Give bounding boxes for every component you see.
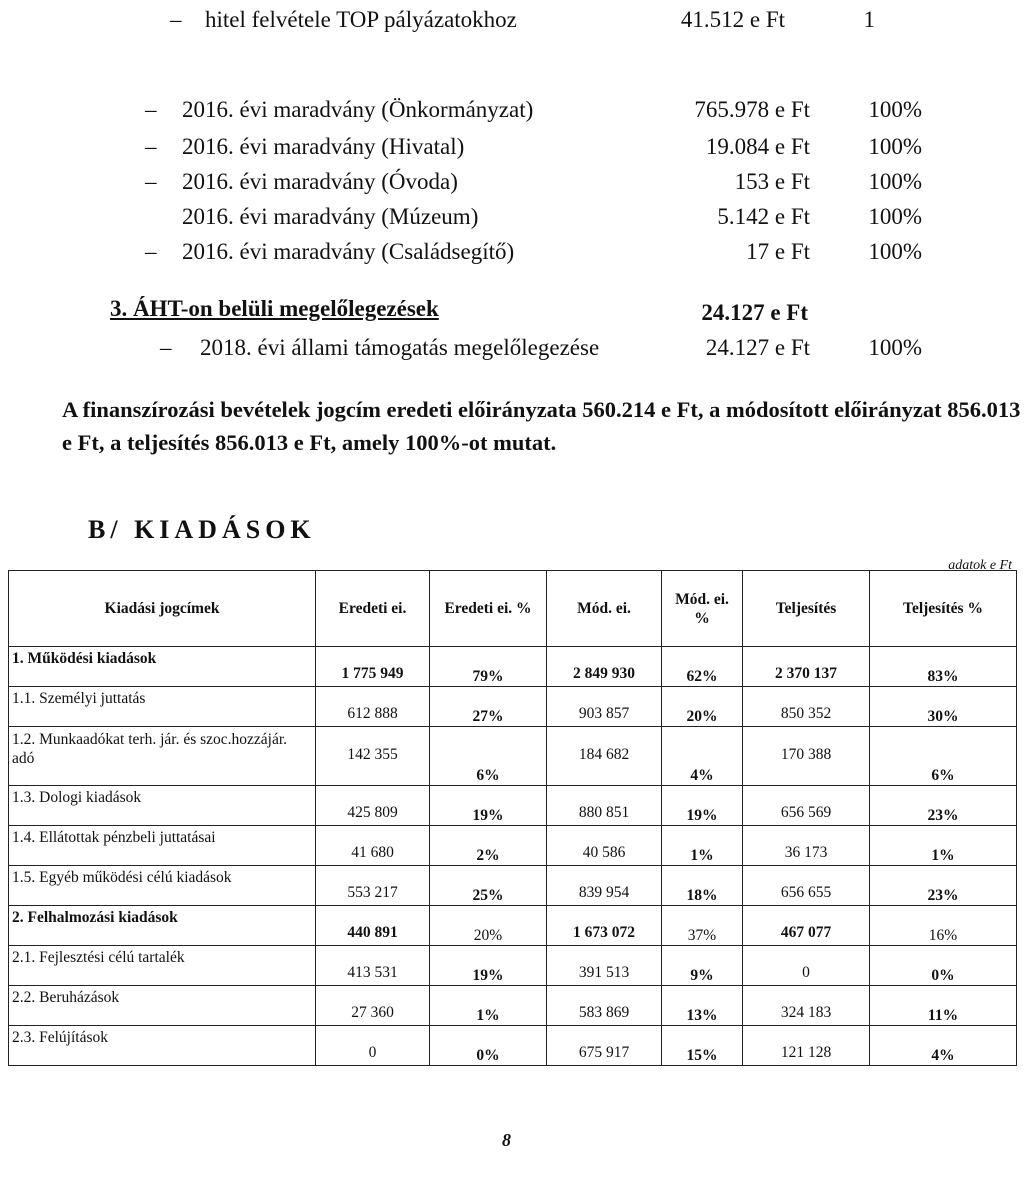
section-b-title: B/ KIADÁSOK [88,515,316,544]
top-line [0,6,1024,34]
column-header: Eredeti ei. [316,571,430,647]
summary-paragraph: A finanszírozási bevételek jogcím eredeti előirányzata 560.214 e Ft, a módosított előirányzat 856.013 e Ft, a teljesítés 856.013 e Ft, amely 100%-ot mutat. [62,397,1021,455]
column-header: Teljesítés % [870,571,1017,647]
table-row [9,826,1017,866]
table-cell: 1.1. Személyi juttatás [9,687,316,727]
column-header: Mód. ei. % [662,571,743,647]
list-dash: – [145,97,157,122]
table-cell: 1.2. Munkaadókat terh. jár. és szoc.hozzájár. adó [9,727,316,786]
table-cell: 18% [662,866,743,906]
list-dash: – [145,134,157,159]
table-cell: 11% [870,986,1017,1026]
table-cell: 656 569 [743,786,870,826]
table-cell: 9% [662,946,743,986]
top-line-label: hitel felvétele TOP pályázatokhoz [205,7,517,32]
table-cell: 612 888 [316,687,430,727]
table-cell: 6% [430,727,547,786]
list-item-pct: 100% [868,204,922,229]
list-item-label: 2016. évi maradvány (Múzeum) [182,204,479,229]
table-row [9,1026,1017,1066]
list-dash: – [145,169,157,194]
table-cell: 0% [870,946,1017,986]
table-cell: 37% [662,906,743,946]
table-cell: 583 869 [547,986,662,1026]
table-cell: 19% [430,786,547,826]
table-cell: 36 173 [743,826,870,866]
table-cell: 15% [662,1026,743,1066]
table-cell: 880 851 [547,786,662,826]
table-cell: 184 682 [547,727,662,786]
table-cell: 40 586 [547,826,662,866]
list-item-label: 2016. évi maradvány (Hivatal) [182,134,465,159]
table-row [9,647,1017,687]
table-cell: 2 849 930 [547,647,662,687]
table-cell: 675 917 [547,1026,662,1066]
table-cell: 27 360 [316,986,430,1026]
table-cell: 6% [870,727,1017,786]
table-cell: 0 [316,1026,430,1066]
table-cell: 1% [662,826,743,866]
list-dash: – [170,7,182,32]
table-row [9,946,1017,986]
list-item-amount: 765.978 e Ft [694,97,810,122]
table-row [9,866,1017,906]
table-cell: 1 673 072 [547,906,662,946]
table-cell: 19% [430,946,547,986]
table-cell: 83% [870,647,1017,687]
list-item-pct: 100% [868,134,922,159]
table-cell: 25% [430,866,547,906]
table-cell: 13% [662,986,743,1026]
table-cell: 324 183 [743,986,870,1026]
table-cell: 170 388 [743,727,870,786]
section-heading-amount: 24.127 e Ft [701,300,808,325]
table-cell: 656 655 [743,866,870,906]
list-item [0,96,1024,124]
page-number: 8 [502,1130,511,1150]
list-item [0,133,1024,161]
table-cell: 2.2. Beruházások [9,986,316,1026]
list-item-label: 2016. évi maradvány (Önkormányzat) [182,97,534,122]
column-header: Mód. ei. [547,571,662,647]
table-cell: 0% [430,1026,547,1066]
list-item-amount: 5.142 e Ft [717,204,810,229]
table-cell: 1.5. Egyéb működési célú kiadások [9,866,316,906]
table-cell: 425 809 [316,786,430,826]
table-cell: 16% [870,906,1017,946]
table-row [9,986,1017,1026]
list-dash: – [145,239,157,264]
table-cell: 413 531 [316,946,430,986]
list-item [0,334,1024,362]
table-cell: 0 [743,946,870,986]
table-cell: 850 352 [743,687,870,727]
table-header-row [9,571,1017,647]
top-line-pct: 1 [863,7,875,32]
table-cell: 1 775 949 [316,647,430,687]
list-item-pct: 100% [868,169,922,194]
table-cell: 19% [662,786,743,826]
list-item [0,203,1024,231]
table-cell: 27% [430,687,547,727]
table-cell: 30% [870,687,1017,727]
list-item-amount: 19.084 e Ft [705,134,810,159]
column-header: Eredeti ei. % [430,571,547,647]
list-item [0,238,1024,266]
list-item-pct: 100% [868,335,922,360]
table-cell: 839 954 [547,866,662,906]
table-cell: 79% [430,647,547,687]
table-row [9,786,1017,826]
list-item-label: 2018. évi állami támogatás megelőlegezése [200,335,600,360]
table-cell: 1. Működési kiadások [9,647,316,687]
table-cell: 41 680 [316,826,430,866]
table-cell: 4% [870,1026,1017,1066]
table-cell: 1.3. Dologi kiadások [9,786,316,826]
list-item-amount: 17 e Ft [746,239,810,264]
table-cell: 62% [662,647,743,687]
table-cell: 2. Felhalmozási kiadások [9,906,316,946]
table-cell: 391 513 [547,946,662,986]
table-cell: 4% [662,727,743,786]
list-item-label: 2016. évi maradvány (Családsegítő) [182,239,515,264]
table-cell: 2.3. Felújítások [9,1026,316,1066]
list-item-amount: 24.127 e Ft [705,335,810,360]
column-header: Kiadási jogcímek [9,571,316,647]
section-heading: 3. ÁHT-on belüli megelőlegezések [110,296,439,321]
table-cell: 1% [430,986,547,1026]
table-cell: 1.4. Ellátottak pénzbeli juttatásai [9,826,316,866]
table-cell: 23% [870,786,1017,826]
list-item-amount: 153 e Ft [734,169,810,194]
table-cell: 903 857 [547,687,662,727]
expenditure-table [8,570,1017,1066]
list-item-pct: 100% [868,239,922,264]
list-item [0,168,1024,196]
table-cell: 20% [430,906,547,946]
table-cell: 142 355 [316,727,430,786]
table-cell: 2% [430,826,547,866]
top-line-amount: 41.512 e Ft [680,7,785,32]
table-cell: 2.1. Fejlesztési célú tartalék [9,946,316,986]
table-cell: 20% [662,687,743,727]
unit-note: adatok e Ft [948,558,1012,573]
table-cell: 1% [870,826,1017,866]
table-row [9,727,1017,786]
table-cell: 2 370 137 [743,647,870,687]
table-cell: 553 217 [316,866,430,906]
table-cell: 440 891 [316,906,430,946]
table-row [9,687,1017,727]
table-cell: 23% [870,866,1017,906]
list-dash: – [160,335,172,360]
list-item-pct: 100% [868,97,922,122]
table-cell: 467 077 [743,906,870,946]
table-row [9,906,1017,946]
table-cell: 121 128 [743,1026,870,1066]
list-item-label: 2016. évi maradvány (Óvoda) [182,169,458,194]
column-header: Teljesítés [743,571,870,647]
